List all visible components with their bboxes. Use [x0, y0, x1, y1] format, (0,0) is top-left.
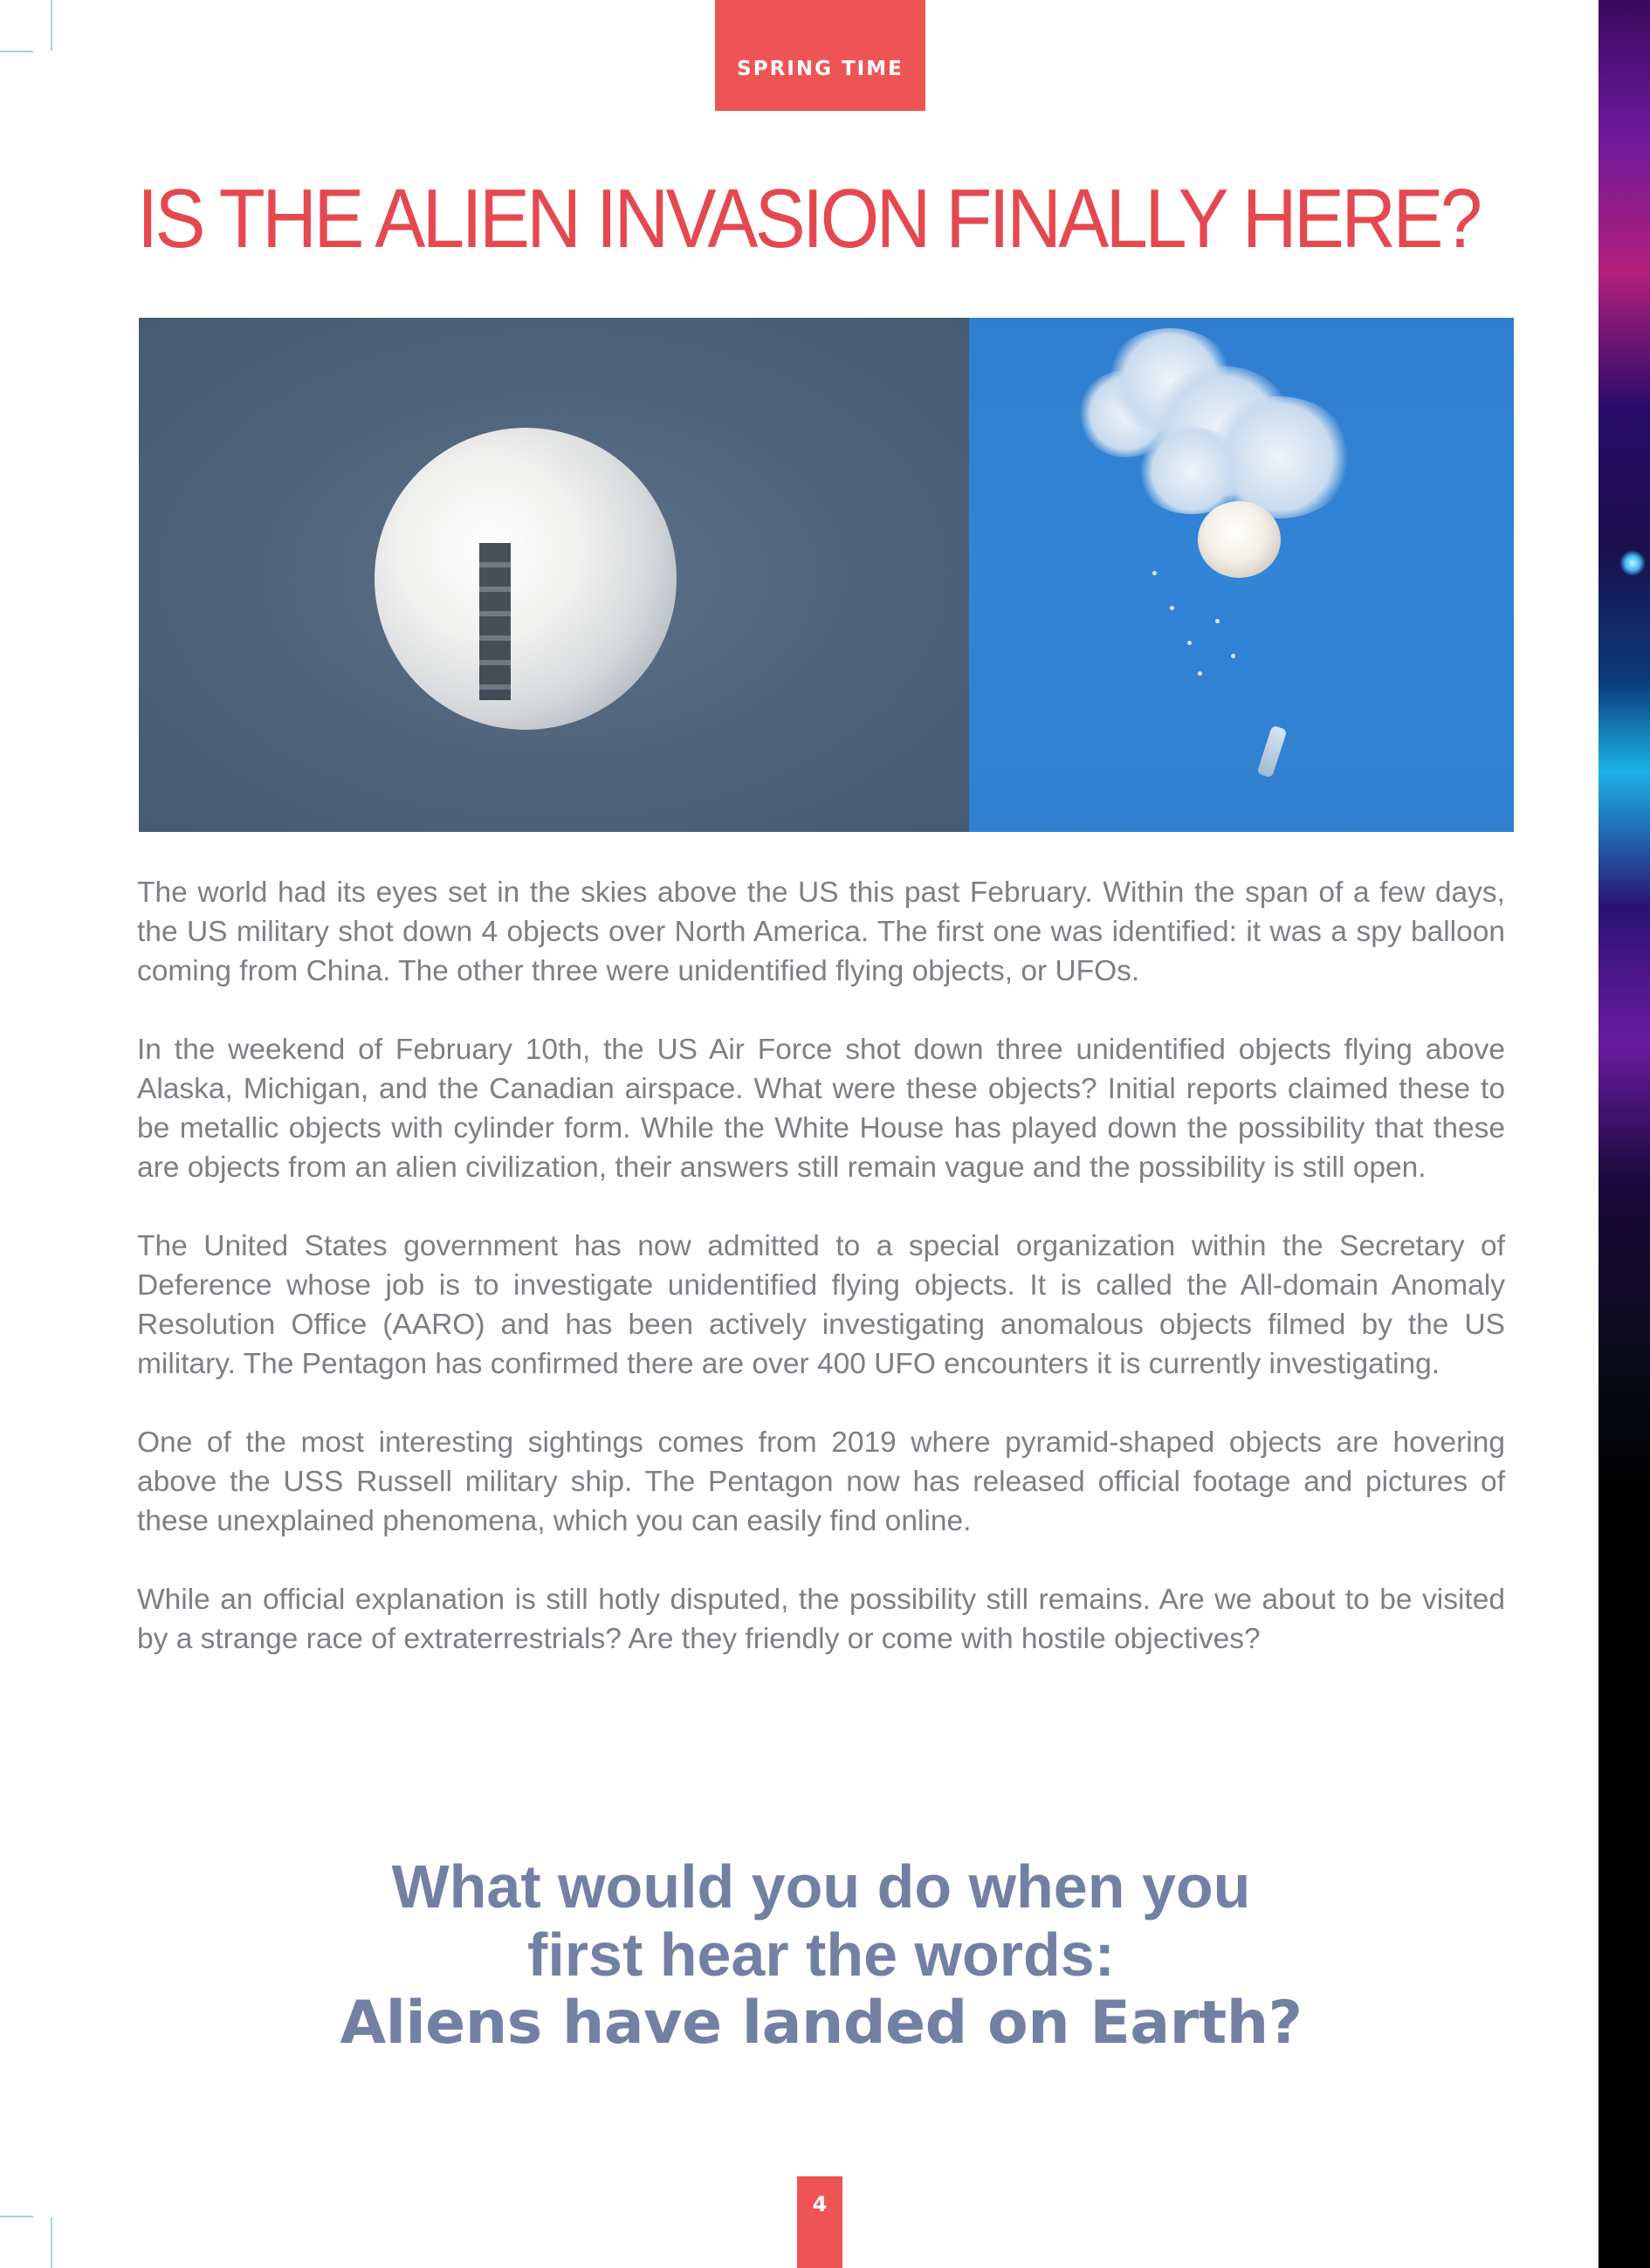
pull-quote-line-1: What would you do when you [391, 1852, 1251, 1921]
paragraph: The United States government has now admitted to a special organization within the Secretary of Deference whose job is to investigate unidentified flying objects. It is called the All-domain Anomaly Resolution Office (AARO) and has been actively investigating anomalous objects filmed by the US military. The Pentagon has confirmed there are over 400 UFO encounters it is currently investigating. [137, 1230, 1505, 1380]
adjacent-page-edge [1598, 0, 1650, 2268]
crop-mark-top-left-horizontal [0, 51, 33, 52]
section-tab [715, 0, 925, 111]
falling-payload-shape [1256, 725, 1287, 779]
paragraph: One of the most interesting sightings comes from 2019 where pyramid-shaped objects are hovering above the USS Russell military ship. The Pentagon now has released official footage and pictures of these unexplained phenomena, which you can easily find online. [137, 1426, 1505, 1537]
paragraph: In the weekend of February 10th, the US Air Force shot down three unidentified objects flying above Alaska, Michigan, and the Canadian airspace. What were these objects? Initial reports claimed these to be metallic objects with cylinder form. While the White House has played down the possibility that these are objects from an alien civilization, their answers still remain vague and the possibility is still open. [137, 1034, 1505, 1184]
paragraph: While an official explanation is still hotly disputed, the possibility still remains. Are we about to be visited by a strange race of extraterrestrials? Are they friendly or come with hostile objectives? [137, 1584, 1505, 1655]
article-headline: IS THE ALIEN INVASION FINALLY HERE? [137, 172, 1480, 265]
debris-fragment [1152, 571, 1157, 575]
pull-quote-line-3: Aliens have landed on Earth? [340, 1989, 1303, 2058]
pull-quote [137, 1852, 1505, 2058]
crop-mark-top-left-vertical [51, 0, 52, 51]
spy-balloon-photo [139, 318, 969, 832]
paragraph: The world had its eyes set in the skies above the US this past February. Within the span of a few days, the US military shot down 4 objects over North America. The first one was identified: it was a spy balloon coming from China. The other three were unidentified flying objects, or UFOs. [137, 876, 1505, 987]
crop-mark-bottom-left-vertical [51, 2217, 52, 2268]
debris-fragment [1170, 606, 1174, 610]
page-number-tab [797, 2176, 842, 2268]
light-flare-shape [1619, 550, 1646, 576]
page-number: 4 [812, 2192, 828, 2216]
section-label: SPRING TIME [737, 57, 904, 80]
balloon-payload-shape [479, 543, 511, 700]
balloon-shape [375, 428, 677, 730]
crop-mark-bottom-left-horizontal [0, 2216, 33, 2217]
article-body [137, 873, 1505, 1698]
balloon-shootdown-photo [969, 318, 1514, 832]
debris-fragment [1187, 641, 1192, 645]
debris-fragment [1231, 654, 1235, 658]
deflating-balloon-shape [1198, 501, 1281, 578]
pull-quote-line-2: first hear the words: [527, 1921, 1115, 1989]
debris-fragment [1215, 619, 1220, 623]
debris-fragment [1198, 671, 1202, 676]
